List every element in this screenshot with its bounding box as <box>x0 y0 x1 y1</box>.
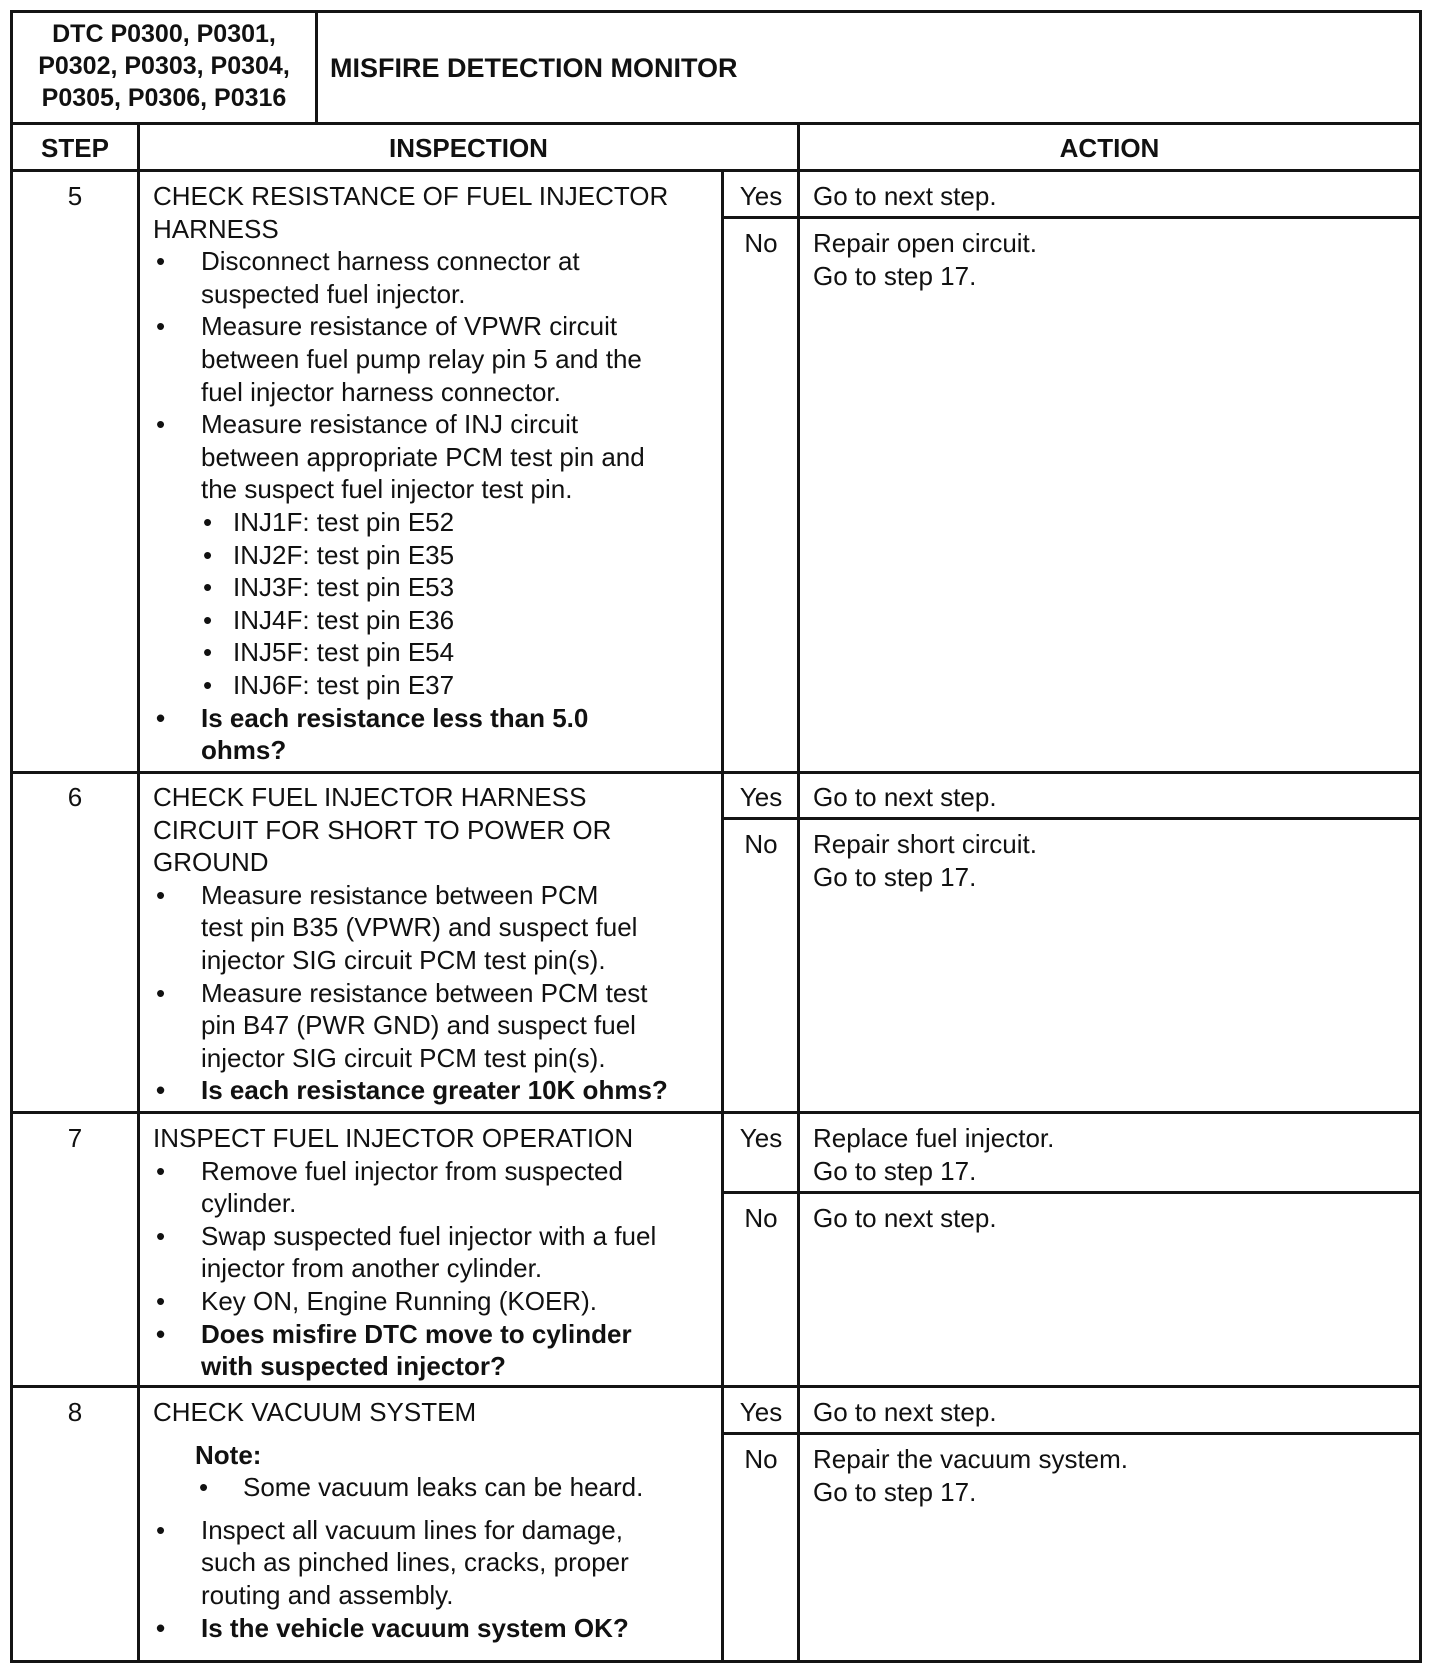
step-question <box>153 702 668 767</box>
no-label: No <box>744 1444 778 1474</box>
list-item-line: the suspect fuel injector test pin. <box>201 474 573 505</box>
step-number: 5 <box>67 181 83 211</box>
list-item-line: • Measure resistance between PCM test <box>201 977 648 1008</box>
step-title: CHECK FUEL INJECTOR HARNESS <box>153 782 587 812</box>
no-label: No <box>744 1203 778 1233</box>
no-label: No <box>744 829 778 859</box>
list-item-line: fuel injector harness connector. <box>201 376 561 407</box>
step-question <box>153 1318 656 1383</box>
header-divider <box>10 122 1422 125</box>
yes-no-divider <box>721 817 1422 820</box>
list-item-line: injector from another cylinder. <box>201 1253 543 1284</box>
question-line: ohms? <box>201 735 287 766</box>
action-line: Repair short circuit. <box>813 829 1037 859</box>
list-item-line: suspected fuel injector. <box>201 278 466 309</box>
action-line: Go to step 17. <box>813 861 977 892</box>
yes-no-divider <box>721 216 1422 219</box>
list-item-line: injector SIG circuit PCM test pin(s). <box>201 1042 606 1073</box>
question-line: • Is the vehicle vacuum system OK? <box>201 1612 629 1643</box>
list-item-line: • Remove fuel injector from suspected <box>201 1155 623 1186</box>
sub-list-item: • INJ2F: test pin E35 <box>153 539 668 572</box>
list-item <box>153 1220 656 1285</box>
action-line: Repair the vacuum system. <box>813 1444 1129 1474</box>
step-number: 7 <box>67 1123 83 1153</box>
note-label: Note: <box>195 1439 262 1470</box>
table-border-top <box>10 10 1422 13</box>
dtc-code-line: DTC P0300, P0301, <box>52 20 276 48</box>
sub-list-item: • INJ6F: test pin E37 <box>153 669 668 702</box>
no-label: No <box>744 228 778 258</box>
yes-no-divider <box>721 1191 1422 1194</box>
row-divider <box>10 1385 1422 1388</box>
table-border-right <box>1419 10 1422 1663</box>
list-item-line: routing and assembly. <box>201 1579 454 1610</box>
step-inspection <box>153 1122 656 1383</box>
action-line: Repair open circuit. <box>813 228 1037 258</box>
list-item-line: • Measure resistance between PCM <box>201 879 599 910</box>
step-inspection <box>153 1396 643 1644</box>
list-item-line: injector SIG circuit PCM test pin(s). <box>201 944 606 975</box>
list-item-line: • Disconnect harness connector at <box>201 246 580 277</box>
yes-label: Yes <box>739 1397 783 1427</box>
sub-list-item: • INJ1F: test pin E52 <box>153 506 668 539</box>
step-question <box>153 1074 668 1107</box>
list-item-line: between fuel pump relay pin 5 and the <box>201 343 642 374</box>
list-item-line: • Key ON, Engine Running (KOER). <box>201 1285 597 1316</box>
list-item <box>153 408 668 506</box>
list-item <box>153 245 668 310</box>
step-title: INSPECT FUEL INJECTOR OPERATION <box>153 1123 634 1153</box>
dtc-code-line: P0302, P0303, P0304, <box>38 52 290 80</box>
no-action <box>813 1202 997 1235</box>
yes-action <box>813 180 997 213</box>
list-item-line: test pin B35 (VPWR) and suspect fuel <box>201 912 638 943</box>
step-title: GROUND <box>153 847 269 878</box>
question-line: • Is each resistance less than 5.0 <box>201 702 589 733</box>
step-question <box>153 1612 643 1645</box>
step-number: 6 <box>67 782 83 812</box>
column-header-inspection: INSPECTION <box>389 133 548 163</box>
list-item-line: between appropriate PCM test pin and <box>201 441 645 472</box>
sub-list-item: • INJ3F: test pin E53 <box>153 571 668 604</box>
page-title: MISFIRE DETECTION MONITOR <box>330 53 738 83</box>
yes-label: Yes <box>739 782 783 812</box>
action-line: Go to next step. <box>813 782 997 812</box>
dtc-code-line: P0305, P0306, P0316 <box>41 84 287 112</box>
dtc-codes <box>13 18 315 114</box>
question-line: • Is each resistance greater 10K ohms? <box>201 1075 668 1106</box>
step-column-divider <box>137 122 140 1663</box>
yes-label: Yes <box>739 1123 783 1153</box>
step-inspection <box>153 180 668 767</box>
list-item-line: • Swap suspected fuel injector with a fuel <box>201 1220 657 1251</box>
action-line: Go to step 17. <box>813 1476 977 1507</box>
column-header-divider <box>10 169 1422 172</box>
list-item-line: cylinder. <box>201 1188 297 1219</box>
no-action <box>813 1443 1128 1508</box>
question-line: with suspected injector? <box>201 1351 506 1382</box>
list-item <box>153 879 668 977</box>
list-item-line: • Inspect all vacuum lines for damage, <box>201 1514 623 1545</box>
note-item: • Some vacuum leaks can be heard. <box>153 1471 643 1504</box>
action-line: Go to next step. <box>813 1397 997 1427</box>
sub-list-item: • INJ4F: test pin E36 <box>153 604 668 637</box>
step-title: CHECK VACUUM SYSTEM <box>153 1397 477 1427</box>
row-divider <box>10 771 1422 774</box>
list-item <box>153 310 668 408</box>
step-inspection <box>153 781 668 1107</box>
list-item <box>153 1285 656 1318</box>
no-action <box>813 227 1037 292</box>
list-item-line: such as pinched lines, cracks, proper <box>201 1547 629 1578</box>
step-title: CHECK RESISTANCE OF FUEL INJECTOR <box>153 181 669 211</box>
list-item <box>153 1514 643 1612</box>
action-line: Go to step 17. <box>813 1155 977 1186</box>
step-title: HARNESS <box>153 213 279 244</box>
list-item <box>153 1155 656 1220</box>
header-code-divider <box>315 10 318 125</box>
action-line: Go to next step. <box>813 1203 997 1233</box>
yes-action <box>813 1396 997 1429</box>
yes-action <box>813 1122 1054 1187</box>
yes-action <box>813 781 997 814</box>
action-line: Go to next step. <box>813 181 997 211</box>
sub-list-item: • INJ5F: test pin E54 <box>153 636 668 669</box>
list-item <box>153 977 668 1075</box>
step-number: 8 <box>67 1397 83 1427</box>
action-line: Replace fuel injector. <box>813 1123 1055 1153</box>
column-header-action: ACTION <box>1059 133 1160 163</box>
list-item-line: • Measure resistance of VPWR circuit <box>201 311 618 342</box>
column-header-step: STEP <box>41 133 109 163</box>
yes-no-divider <box>721 1432 1422 1435</box>
yes-label: Yes <box>739 181 783 211</box>
list-item-line: pin B47 (PWR GND) and suspect fuel <box>201 1010 636 1041</box>
table-border-bottom <box>10 1660 1422 1663</box>
list-item-line: • Measure resistance of INJ circuit <box>201 409 579 440</box>
table-border-left <box>10 10 13 1663</box>
yes-no-column-divider <box>721 169 724 1663</box>
action-line: Go to step 17. <box>813 260 977 291</box>
step-title: CIRCUIT FOR SHORT TO POWER OR <box>153 814 612 845</box>
row-divider <box>10 1111 1422 1114</box>
question-line: • Does misfire DTC move to cylinder <box>201 1318 632 1349</box>
action-column-divider <box>797 122 800 1663</box>
no-action <box>813 828 1037 893</box>
